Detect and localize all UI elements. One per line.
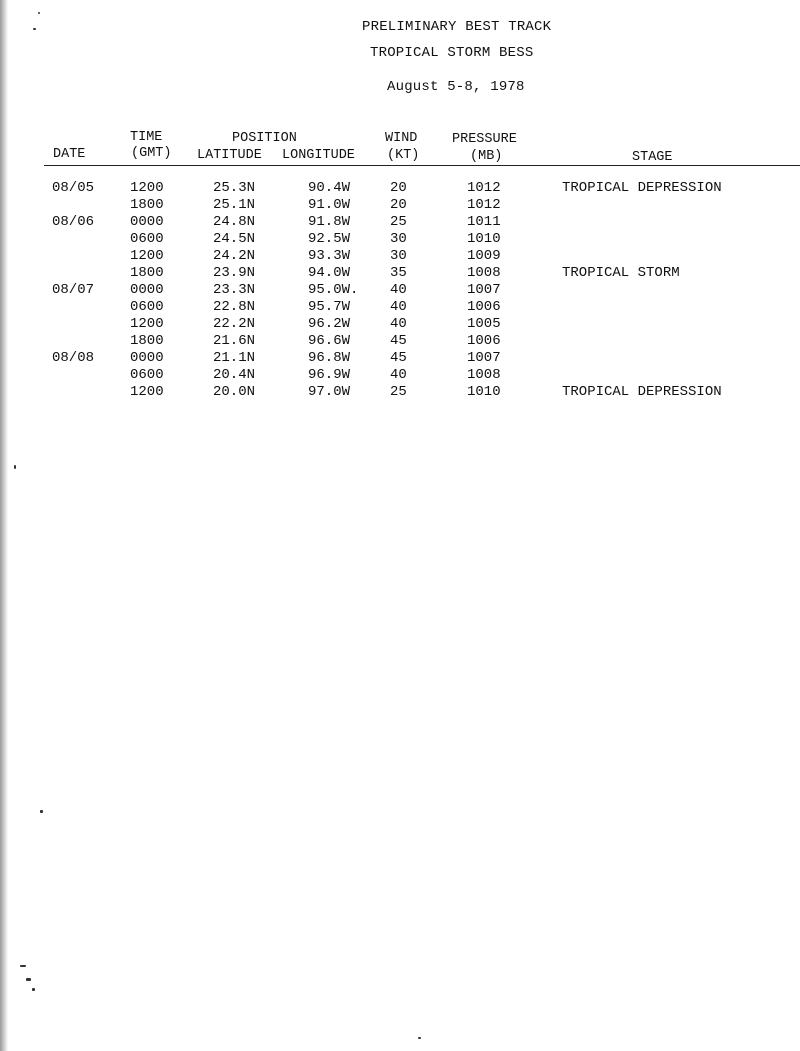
- cell-latitude: 22.8N: [213, 299, 256, 315]
- cell-time: 0000: [130, 282, 164, 298]
- scan-edge-shadow: [0, 0, 8, 1051]
- cell-longitude: 97.0W: [308, 384, 351, 400]
- cell-date: 08/07: [52, 282, 95, 298]
- cell-date: 08/05: [52, 180, 95, 196]
- scan-speck: [38, 12, 40, 14]
- cell-time: 0600: [130, 367, 164, 383]
- cell-pressure: 1010: [467, 384, 501, 400]
- cell-stage: TROPICAL DEPRESSION: [562, 180, 722, 196]
- cell-time: 1800: [130, 265, 164, 281]
- cell-pressure: 1011: [467, 214, 501, 230]
- cell-longitude: 93.3W: [308, 248, 351, 264]
- cell-longitude: 95.0W.: [308, 282, 359, 298]
- cell-latitude: 23.3N: [213, 282, 256, 298]
- scan-speck: [32, 988, 35, 991]
- cell-pressure: 1008: [467, 265, 501, 281]
- cell-wind: 40: [390, 282, 407, 298]
- cell-latitude: 21.6N: [213, 333, 256, 349]
- table-row: [0, 265, 800, 282]
- cell-date: 08/08: [52, 350, 95, 366]
- cell-pressure: 1012: [467, 180, 501, 196]
- cell-longitude: 92.5W: [308, 231, 351, 247]
- cell-time: 1800: [130, 333, 164, 349]
- cell-longitude: 94.0W: [308, 265, 351, 281]
- header-latitude: LATITUDE: [197, 148, 262, 163]
- table-row: [0, 214, 800, 231]
- table-row: [0, 316, 800, 333]
- cell-wind: 45: [390, 333, 407, 349]
- cell-longitude: 96.6W: [308, 333, 351, 349]
- header-gmt: (GMT): [131, 146, 172, 161]
- header-kt: (KT): [387, 148, 420, 163]
- cell-pressure: 1007: [467, 282, 501, 298]
- storm-name: TROPICAL STORM BESS: [370, 45, 534, 61]
- cell-wind: 30: [390, 248, 407, 264]
- scan-speck: [26, 978, 31, 981]
- cell-time: 0600: [130, 231, 164, 247]
- cell-time: 0000: [130, 350, 164, 366]
- scan-speck: [14, 465, 16, 469]
- cell-latitude: 20.4N: [213, 367, 256, 383]
- scan-speck: [33, 28, 36, 30]
- cell-longitude: 95.7W: [308, 299, 351, 315]
- table-row: [0, 299, 800, 316]
- cell-time: 0000: [130, 214, 164, 230]
- cell-wind: 40: [390, 316, 407, 332]
- cell-pressure: 1005: [467, 316, 501, 332]
- table-row: [0, 180, 800, 197]
- cell-wind: 25: [390, 214, 407, 230]
- table-row: [0, 282, 800, 299]
- cell-pressure: 1010: [467, 231, 501, 247]
- cell-wind: 45: [390, 350, 407, 366]
- header-longitude: LONGITUDE: [282, 148, 355, 163]
- cell-wind: 20: [390, 197, 407, 213]
- table-row: [0, 248, 800, 265]
- cell-longitude: 91.8W: [308, 214, 351, 230]
- cell-latitude: 22.2N: [213, 316, 256, 332]
- table-row: [0, 333, 800, 350]
- cell-longitude: 90.4W: [308, 180, 351, 196]
- cell-latitude: 24.5N: [213, 231, 256, 247]
- date-range: August 5-8, 1978: [387, 79, 525, 95]
- header-wind: WIND: [385, 131, 418, 146]
- cell-latitude: 25.3N: [213, 180, 256, 196]
- cell-wind: 40: [390, 367, 407, 383]
- cell-time: 1200: [130, 248, 164, 264]
- cell-wind: 20: [390, 180, 407, 196]
- cell-wind: 35: [390, 265, 407, 281]
- cell-stage: TROPICAL DEPRESSION: [562, 384, 722, 400]
- cell-wind: 25: [390, 384, 407, 400]
- cell-latitude: 25.1N: [213, 197, 256, 213]
- table-row: [0, 367, 800, 384]
- cell-longitude: 96.2W: [308, 316, 351, 332]
- header-position: POSITION: [232, 131, 297, 146]
- header-pressure: PRESSURE: [452, 132, 517, 147]
- cell-pressure: 1006: [467, 333, 501, 349]
- table-row: [0, 197, 800, 214]
- cell-date: 08/06: [52, 214, 95, 230]
- cell-latitude: 20.0N: [213, 384, 256, 400]
- cell-time: 1200: [130, 316, 164, 332]
- header-time: TIME: [130, 130, 163, 145]
- best-track-table: [0, 180, 800, 401]
- cell-pressure: 1008: [467, 367, 501, 383]
- scan-speck: [20, 965, 26, 967]
- cell-longitude: 96.9W: [308, 367, 351, 383]
- header-mb: (MB): [470, 149, 503, 164]
- cell-pressure: 1012: [467, 197, 501, 213]
- table-row: [0, 384, 800, 401]
- header-stage: STAGE: [632, 150, 673, 165]
- cell-latitude: 23.9N: [213, 265, 256, 281]
- cell-wind: 30: [390, 231, 407, 247]
- cell-time: 1800: [130, 197, 164, 213]
- document-title: PRELIMINARY BEST TRACK: [362, 19, 552, 35]
- cell-longitude: 91.0W: [308, 197, 351, 213]
- cell-time: 1200: [130, 384, 164, 400]
- cell-wind: 40: [390, 299, 407, 315]
- cell-pressure: 1009: [467, 248, 501, 264]
- cell-latitude: 24.2N: [213, 248, 256, 264]
- header-date: DATE: [53, 147, 86, 162]
- table-row: [0, 350, 800, 367]
- cell-time: 0600: [130, 299, 164, 315]
- cell-latitude: 24.8N: [213, 214, 256, 230]
- cell-latitude: 21.1N: [213, 350, 256, 366]
- scan-speck: [40, 810, 43, 813]
- table-row: [0, 231, 800, 248]
- cell-pressure: 1007: [467, 350, 501, 366]
- header-rule: [44, 165, 800, 166]
- cell-pressure: 1006: [467, 299, 501, 315]
- scan-speck: [418, 1037, 421, 1039]
- cell-time: 1200: [130, 180, 164, 196]
- cell-stage: TROPICAL STORM: [562, 265, 680, 281]
- cell-longitude: 96.8W: [308, 350, 351, 366]
